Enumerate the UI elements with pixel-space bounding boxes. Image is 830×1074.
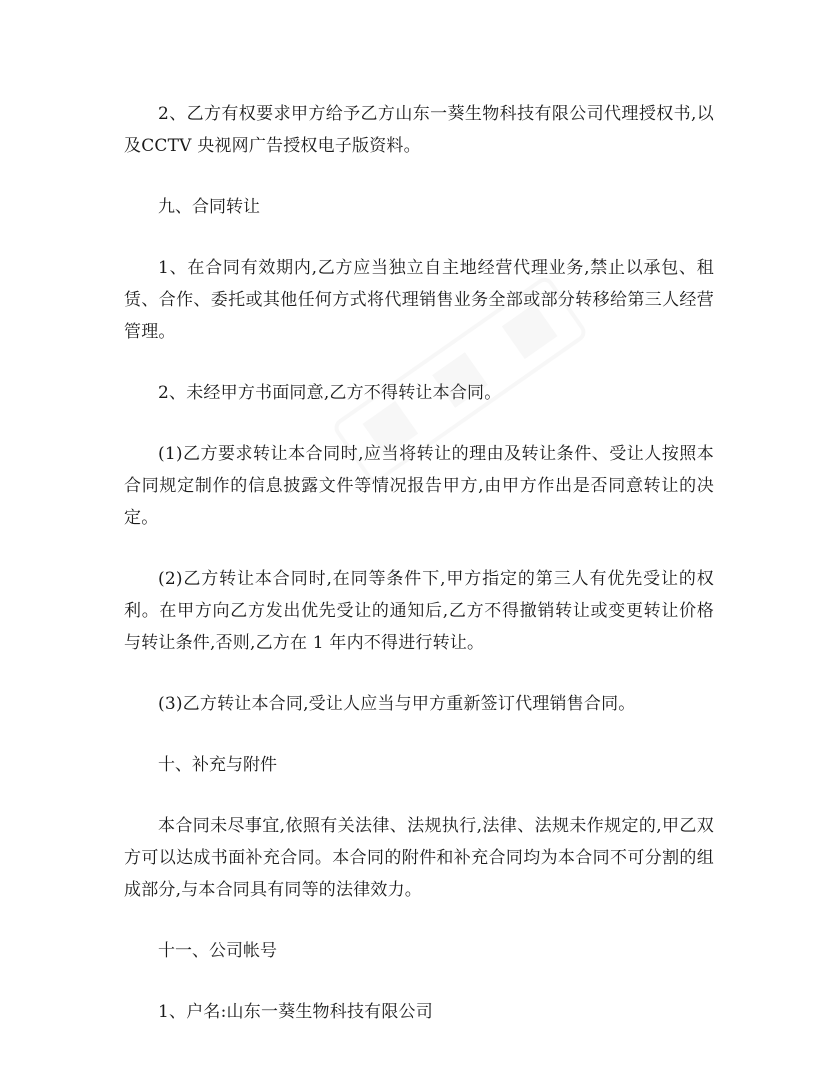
- clause-9-item-2-sub-3: (3)乙方转让本合同,受让人应当与甲方重新签订代理销售合同。: [158, 694, 636, 714]
- section-heading-10: 十、补充与附件: [158, 755, 277, 775]
- section-heading-9: 九、合同转让: [158, 197, 260, 217]
- clause-8-item-2: 2、乙方有权要求甲方给予乙方山东一葵生物科技有限公司代理授权书,以及CCTV 央视网广告授权电子版资料。: [124, 104, 714, 156]
- clause-9-item-1: 1、在合同有效期内,乙方应当独立自主地经营代理业务,禁止以承包、租赁、合作、委托或其他任何方式将代理销售业务全部或部分转移给第三人经营管理。: [124, 258, 714, 342]
- document-body: [124, 98, 714, 1057]
- clause-9-item-2-sub-2: (2)乙方转让本合同时,在同等条件下,甲方指定的第三人有优先受让的权利。在甲方向乙方发出优先受让的通知后,乙方不得撤销转让或变更转让价格与转让条件,否则,乙方在 1 年内不得进行转让。: [124, 569, 714, 653]
- section-heading-11: 十一、公司帐号: [158, 941, 277, 961]
- clause-9-item-2-sub-1: (1)乙方要求转让本合同时,应当将转让的理由及转让条件、受让人按照本合同规定制作的信息披露文件等情况报告甲方,由甲方作出是否同意转让的决定。: [124, 444, 714, 528]
- clause-10-body: 本合同未尽事宜,依照有关法律、法规执行,法律、法规未作规定的,甲乙双方可以达成书面补充合同。本合同的附件和补充合同均为本合同不可分割的组成部分,与本合同具有同等的法律效力。: [124, 816, 714, 900]
- clause-9-item-2: 2、未经甲方书面同意,乙方不得转让本合同。: [158, 383, 502, 403]
- clause-11-item-1: 1、户名:山东一葵生物科技有限公司: [158, 1002, 433, 1022]
